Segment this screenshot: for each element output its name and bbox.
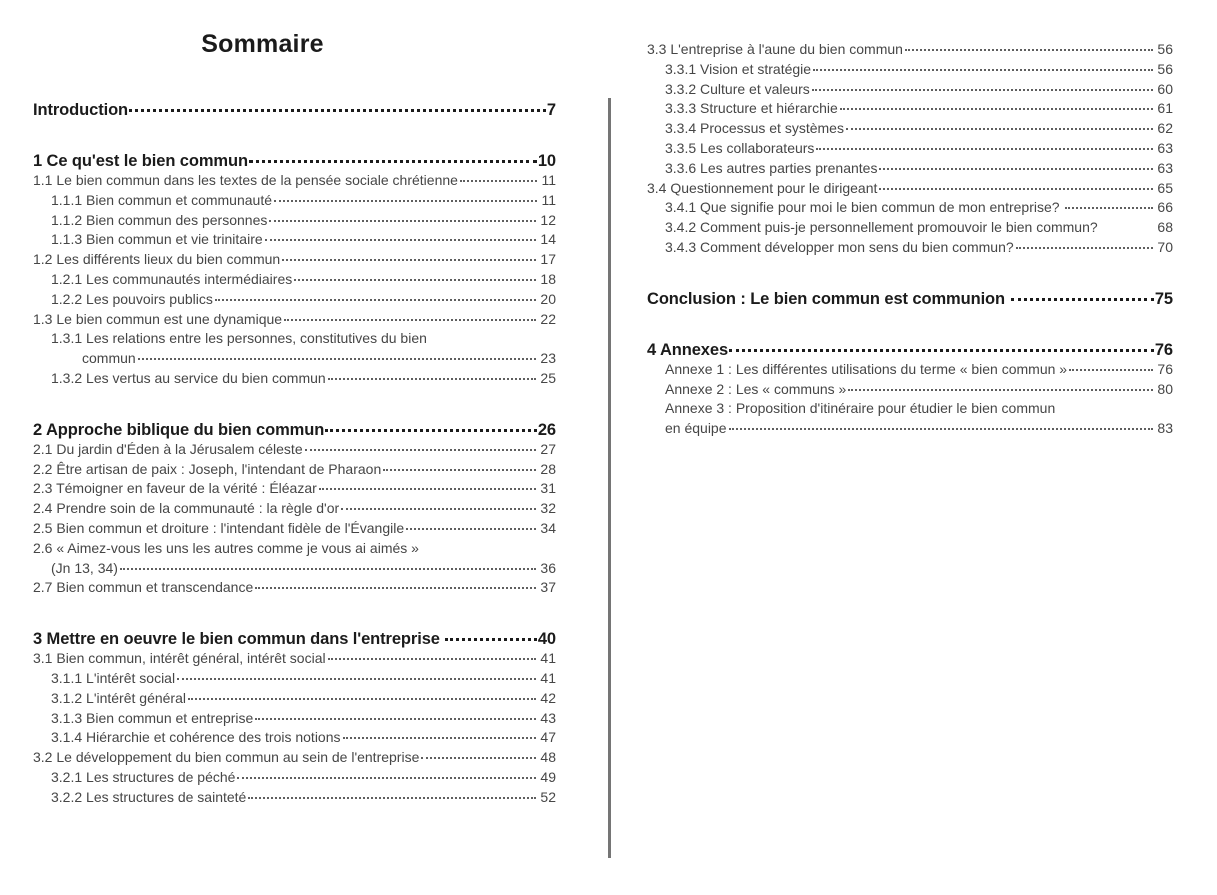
- toc-entry-text: 3.1.2 L'intérêt général: [51, 689, 186, 706]
- toc-entry-text: 3.1.3 Bien commun et entreprise: [51, 709, 254, 726]
- toc-column-right: [647, 40, 1173, 439]
- toc-entry-row: [33, 559, 556, 579]
- dot-leader: [905, 49, 1153, 51]
- toc-entry-row: [647, 159, 1173, 179]
- toc-entry-row: [33, 578, 556, 598]
- dot-leader: [879, 168, 1153, 170]
- toc-entry-text: 1.2 Les différents lieux du bien commun: [33, 251, 281, 268]
- toc-entry-row: [33, 709, 556, 729]
- toc-entry-row: [647, 218, 1173, 238]
- dot-leader: [269, 220, 536, 222]
- toc-entry-text: 3.1.1 L'intérêt social: [51, 669, 176, 686]
- toc-page-number: 48: [540, 749, 556, 766]
- toc-page-number: 31: [540, 480, 556, 497]
- dot-leader: [294, 279, 536, 281]
- toc-heading-row: [647, 289, 1173, 309]
- toc-page-number: 56: [1157, 60, 1173, 77]
- toc-entry-text: 3.4.2 Comment puis-je personnellement promouvoir le bien commun?: [665, 219, 1098, 236]
- toc-page-number: 49: [540, 768, 556, 785]
- toc-entry-row: [647, 99, 1173, 119]
- dot-leader: [812, 89, 1154, 91]
- dot-leader: [445, 638, 536, 641]
- toc-entry-row: [33, 768, 556, 788]
- toc-page-number: 40: [537, 630, 556, 649]
- toc-column-left: [33, 30, 556, 808]
- dot-leader: [255, 718, 536, 720]
- toc-rows-left: [33, 100, 556, 808]
- toc-entry-text: 1.2.1 Les communautés intermédiaires: [51, 270, 293, 287]
- toc-entry-row: [33, 250, 556, 270]
- dot-leader: [341, 508, 536, 510]
- dot-leader: [120, 568, 536, 570]
- toc-page-number: 36: [540, 559, 556, 576]
- toc-entry-row: [647, 419, 1173, 439]
- toc-entry-text: 1.1.3 Bien commun et vie trinitaire: [51, 231, 263, 248]
- toc-entry-row: [33, 689, 556, 709]
- toc-entry-text: 2.3 Témoigner en faveur de la vérité : Éléazar: [33, 480, 317, 497]
- toc-entry-text: 2.5 Bien commun et droiture : l'intendant fidèle de l'Évangile: [33, 519, 405, 536]
- toc-entry-text: 3.4.3 Comment développer mon sens du bien commun?: [665, 238, 1014, 255]
- toc-entry-text: 2.1 Du jardin d'Éden à la Jérusalem céleste: [33, 440, 303, 457]
- toc-entry-text: 1.1 Le bien commun dans les textes de la pensée sociale chrétienne: [33, 172, 458, 188]
- toc-entry-text: 1.1.2 Bien commun des personnes: [51, 211, 268, 228]
- toc-entry-row: [647, 360, 1173, 380]
- dot-leader: [846, 128, 1153, 130]
- toc-entry-row: [33, 669, 556, 689]
- toc-page-number: 76: [1154, 340, 1173, 359]
- toc-page-number: 76: [1157, 360, 1173, 377]
- toc-entry-row: [33, 230, 556, 250]
- dot-leader: [729, 428, 1154, 430]
- dot-leader: [284, 319, 536, 321]
- dot-leader: [1016, 247, 1154, 249]
- dot-leader: [406, 528, 536, 530]
- toc-entry-text: 3.3.4 Processus et systèmes: [665, 120, 844, 137]
- toc-entry-row: [33, 519, 556, 539]
- toc-page-number: 28: [540, 460, 556, 477]
- toc-page-number: 41: [540, 650, 556, 667]
- toc-entry-text: 3.3 L'entreprise à l'aune du bien commun: [647, 41, 903, 57]
- toc-entry-row: [647, 380, 1173, 400]
- toc-page-number: 63: [1157, 139, 1173, 156]
- toc-entry-row: [33, 211, 556, 231]
- toc-page-number: 14: [540, 231, 556, 248]
- toc-page-number: 22: [540, 310, 556, 327]
- toc-entry-text: 3.3.3 Structure et hiérarchie: [665, 100, 838, 117]
- toc-page-number: 37: [540, 579, 556, 596]
- dot-leader: [816, 148, 1153, 150]
- toc-page-number: 11: [541, 191, 556, 208]
- toc-entry-text: 3.2.1 Les structures de péché: [51, 768, 236, 785]
- dot-leader: [215, 299, 537, 301]
- toc-entry-text: 3.1 Bien commun, intérêt général, intérêt social: [33, 650, 326, 667]
- toc-entry-row: [647, 179, 1173, 199]
- toc-page-number: 47: [540, 729, 556, 746]
- toc-entry-row: [33, 748, 556, 768]
- dot-leader: [255, 587, 536, 589]
- toc-entry-row: [647, 80, 1173, 100]
- toc-page-number: 43: [540, 709, 556, 726]
- dot-leader: [305, 449, 537, 451]
- toc-entry-row: [33, 329, 556, 349]
- toc-page-number: 80: [1157, 380, 1173, 397]
- dot-leader: [328, 658, 537, 660]
- dot-leader: [729, 349, 1154, 352]
- toc-entry-row: [647, 238, 1173, 258]
- toc-entry-text: 1.3.2 Les vertus au service du bien commun: [51, 369, 326, 386]
- toc-entry-text: 2.4 Prendre soin de la communauté : la règle d'or: [33, 500, 340, 517]
- toc-page-number: 27: [540, 440, 556, 457]
- toc-entry-text: 2 Approche biblique du bien commun: [33, 420, 325, 439]
- dot-leader: [138, 358, 537, 360]
- toc-entry-row: [33, 369, 556, 389]
- toc-entry-row: [33, 649, 556, 669]
- toc-entry-row: [33, 191, 556, 211]
- toc-page-number: 11: [541, 172, 556, 188]
- toc-heading-row: [647, 340, 1173, 360]
- toc-entry-row: [33, 460, 556, 480]
- toc-entry-text: Annexe 2 : Les « communs »: [665, 380, 847, 397]
- toc-heading-row: [33, 420, 556, 440]
- toc-entry-text: 2.2 Être artisan de paix : Joseph, l'intendant de Pharaon: [33, 460, 382, 477]
- toc-entry-text: en équipe: [665, 420, 727, 437]
- toc-page-number: 23: [540, 350, 556, 367]
- toc-entry-row: [33, 788, 556, 808]
- toc-page-number: 66: [1157, 199, 1173, 216]
- dot-leader: [421, 757, 536, 759]
- dot-leader: [1065, 207, 1153, 209]
- dot-leader: [840, 108, 1154, 110]
- toc-entry-row: [33, 310, 556, 330]
- dot-leader: [177, 678, 536, 680]
- column-divider: [608, 98, 611, 858]
- toc-entry-text: 1.2.2 Les pouvoirs publics: [51, 290, 213, 307]
- toc-page-number: 75: [1154, 289, 1173, 308]
- toc-entry-text: commun: [82, 350, 136, 367]
- toc-entry-text: 3.3.6 Les autres parties prenantes: [665, 159, 878, 176]
- dot-leader: [282, 259, 536, 261]
- toc-entry-row: [33, 728, 556, 748]
- dot-leader: [1011, 298, 1154, 301]
- toc-entry-text: 1.3.1 Les relations entre les personnes, constitutives du bien: [51, 330, 427, 347]
- dot-leader: [129, 109, 546, 112]
- toc-entry-text: 3.3.2 Culture et valeurs: [665, 80, 810, 97]
- toc-entry-text: (Jn 13, 34): [51, 559, 118, 576]
- toc-entry-row: [647, 198, 1173, 218]
- dot-leader: [325, 429, 537, 432]
- page-title: Sommaire: [201, 30, 324, 58]
- toc-page-number: 41: [540, 669, 556, 686]
- dot-leader: [383, 469, 536, 471]
- toc-entry-text: 3.2 Le développement du bien commun au sein de l'entreprise: [33, 749, 420, 766]
- dot-leader: [879, 188, 1153, 190]
- toc-heading-row: [33, 151, 556, 171]
- toc-rows-right: [647, 40, 1173, 439]
- dot-leader: [249, 160, 537, 163]
- toc-entry-text: 2.6 « Aimez-vous les uns les autres comme je vous ai aimés »: [33, 539, 419, 556]
- toc-page-number: 68: [1157, 219, 1173, 236]
- toc-entry-text: 3.3.1 Vision et stratégie: [665, 60, 812, 77]
- toc-page-number: 10: [537, 152, 556, 170]
- dot-leader: [188, 698, 536, 700]
- toc-entry-text: Introduction: [33, 101, 129, 119]
- toc-entry-row: [647, 40, 1173, 60]
- toc-page-number: 12: [540, 211, 556, 228]
- toc-entry-text: Annexe 3 : Proposition d'itinéraire pour étudier le bien commun: [665, 400, 1056, 417]
- toc-entry-row: [33, 290, 556, 310]
- dot-leader: [848, 389, 1153, 391]
- dot-leader: [248, 797, 536, 799]
- toc-heading-row: [33, 100, 556, 120]
- toc-page-number: 61: [1157, 100, 1173, 117]
- toc-entry-row: [647, 139, 1173, 159]
- toc-entry-text: 3.4 Questionnement pour le dirigeant: [647, 179, 878, 196]
- toc-page-number: 70: [1157, 238, 1173, 255]
- toc-entry-row: [647, 399, 1173, 419]
- dot-leader: [343, 737, 537, 739]
- toc-heading-row: [33, 629, 556, 649]
- toc-entry-text: 4 Annexes: [647, 340, 729, 359]
- dot-leader: [1069, 369, 1153, 371]
- toc-page-number: 65: [1157, 179, 1173, 196]
- toc-page-number: 25: [540, 369, 556, 386]
- toc-page-number: 7: [546, 101, 556, 119]
- toc-page-number: 42: [540, 689, 556, 706]
- toc-entry-row: [33, 479, 556, 499]
- toc-page-number: 60: [1157, 80, 1173, 97]
- toc-page-number: 34: [540, 519, 556, 536]
- toc-entry-row: [647, 60, 1173, 80]
- toc-page-number: 26: [537, 420, 556, 439]
- toc-page-number: 83: [1157, 420, 1173, 437]
- toc-page-number: 17: [540, 251, 556, 268]
- toc-entry-text: 1 Ce qu'est le bien commun: [33, 152, 248, 170]
- toc-entry-text: 3.4.1 Que signifie pour moi le bien commun de mon entreprise?: [665, 199, 1064, 216]
- toc-page-number: 18: [540, 270, 556, 287]
- toc-entry-text: 3 Mettre en oeuvre le bien commun dans l'entreprise: [33, 630, 445, 649]
- toc-entry-row: [33, 539, 556, 559]
- toc-entry-row: [33, 499, 556, 519]
- dot-leader: [460, 180, 538, 182]
- toc-page-number: 32: [540, 500, 556, 517]
- toc-entry-row: [33, 171, 556, 191]
- toc-page-number: 62: [1157, 120, 1173, 137]
- toc-entry-text: 3.1.4 Hiérarchie et cohérence des trois notions: [51, 729, 341, 746]
- dot-leader: [319, 488, 537, 490]
- toc-page-number: 52: [540, 788, 556, 805]
- toc-entry-row: [33, 440, 556, 460]
- toc-entry-text: Annexe 1 : Les différentes utilisations du terme « bien commun »: [665, 360, 1068, 377]
- toc-entry-text: 2.7 Bien commun et transcendance: [33, 579, 254, 596]
- toc-page-number: 56: [1157, 41, 1173, 57]
- toc-entry-text: 1.1.1 Bien commun et communauté: [51, 191, 273, 208]
- toc-entry-text: 3.2.2 Les structures de sainteté: [51, 788, 247, 805]
- toc-entry-text: 3.3.5 Les collaborateurs: [665, 139, 815, 156]
- dot-leader: [265, 239, 537, 241]
- dot-leader: [274, 200, 537, 202]
- toc-entry-row: [647, 119, 1173, 139]
- dot-leader: [237, 777, 536, 779]
- toc-entry-text: Conclusion : Le bien commun est communion: [647, 289, 1010, 308]
- dot-leader: [813, 69, 1153, 71]
- toc-page-number: 63: [1157, 159, 1173, 176]
- dot-leader: [328, 378, 537, 380]
- toc-page-number: 20: [540, 290, 556, 307]
- toc-entry-text: 1.3 Le bien commun est une dynamique: [33, 310, 283, 327]
- toc-entry-row: [33, 270, 556, 290]
- toc-entry-row: [33, 349, 556, 369]
